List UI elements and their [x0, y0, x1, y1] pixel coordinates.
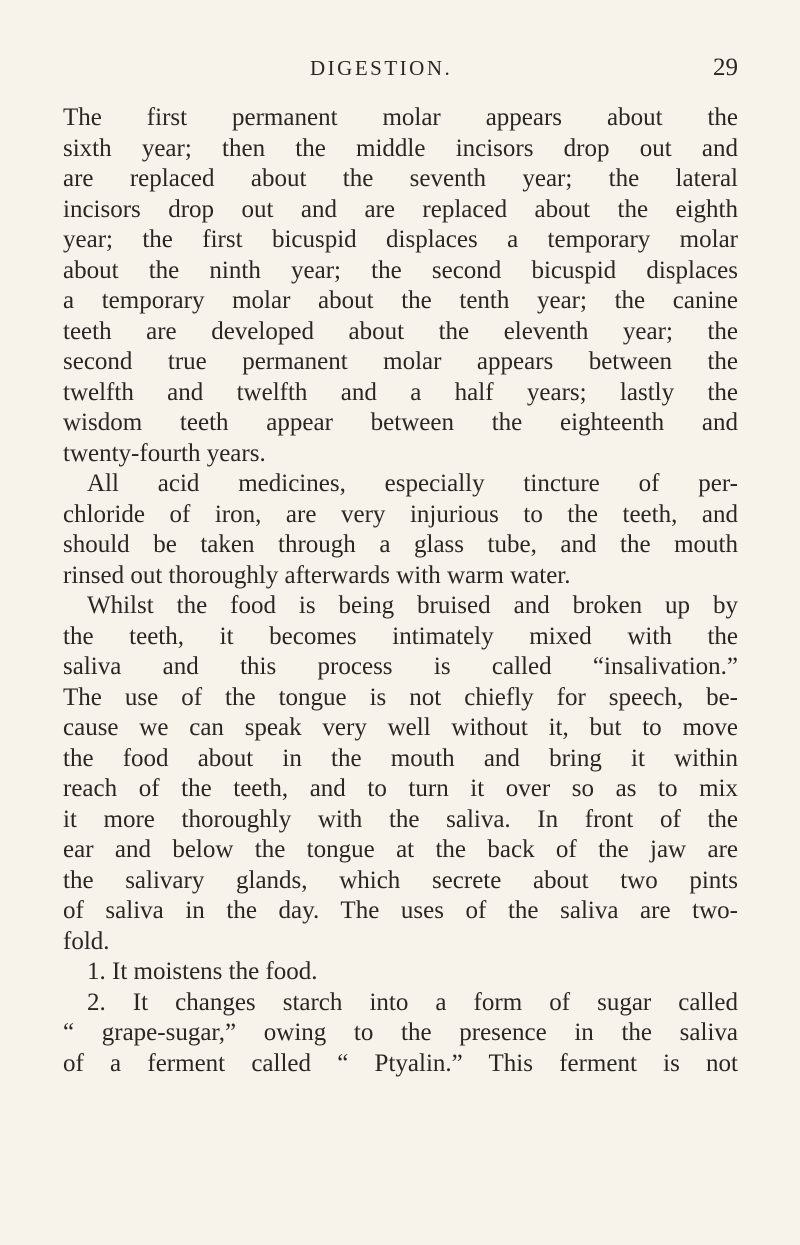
text-line: The use of the tongue is not chiefly for speech, be- — [63, 683, 738, 711]
text-line: about the ninth year; the second bicuspid displaces — [63, 256, 738, 284]
text-line: year; the first bicuspid displaces a temporary molar — [63, 226, 738, 253]
text-line: 1. It moistens the food. — [87, 958, 318, 985]
text-line: the salivary glands, which secrete about two pints — [63, 866, 738, 894]
text-line: “ grape-sugar,” owing to the presence in the saliva — [63, 1019, 738, 1046]
text-line: saliva and this process is called “insalivation.” — [63, 653, 738, 680]
text-line: 2. It changes starch into a form of sugar called — [87, 988, 738, 1016]
text-line: of saliva in the day. The uses of the saliva are two- — [63, 897, 738, 924]
text-line: chloride of iron, are very injurious to the teeth, and — [63, 500, 738, 528]
text-line: are replaced about the seventh year; the lateral — [63, 165, 738, 192]
text-line: The first permanent molar appears about the — [63, 104, 738, 131]
text-line: should be taken through a glass tube, and the mouth — [63, 531, 738, 558]
text-line: twelfth and twelfth and a half years; lastly the — [63, 378, 738, 406]
text-line: the food about in the mouth and bring it within — [63, 744, 738, 772]
text-line: cause we can speak very well without it, but to move — [63, 714, 738, 741]
text-line: reach of the teeth, and to turn it over so as to mix — [63, 775, 738, 802]
text-line: second true permanent molar appears between the — [63, 348, 738, 375]
text-line: teeth are developed about the eleventh year; the — [63, 317, 738, 345]
text-line: sixth year; then the middle incisors drop out and — [63, 134, 738, 162]
body-text — [63, 103, 738, 1079]
text-line: incisors drop out and are replaced about the eighth — [63, 195, 738, 223]
text-line: the teeth, it becomes intimately mixed with the — [63, 622, 738, 650]
text-line: rinsed out thoroughly afterwards with warm water. — [63, 561, 571, 589]
text-line: it more thoroughly with the saliva. In front of the — [63, 805, 738, 833]
text-line: ear and below the tongue at the back of the jaw are — [63, 836, 738, 863]
text-line: fold. — [63, 927, 110, 955]
text-line: of a ferment called “ Ptyalin.” This ferment is not — [63, 1049, 738, 1077]
running-title: DIGESTION. — [310, 56, 453, 80]
page-number: 29 — [713, 54, 738, 81]
text-line: a temporary molar about the tenth year; the canine — [63, 287, 738, 314]
text-line: wisdom teeth appear between the eighteenth and — [63, 409, 738, 436]
text-line: twenty-fourth years. — [63, 439, 266, 467]
text-line: All acid medicines, especially tincture of per- — [87, 470, 738, 497]
page-header — [60, 56, 748, 86]
text-line: Whilst the food is being bruised and broken up by — [87, 592, 738, 619]
